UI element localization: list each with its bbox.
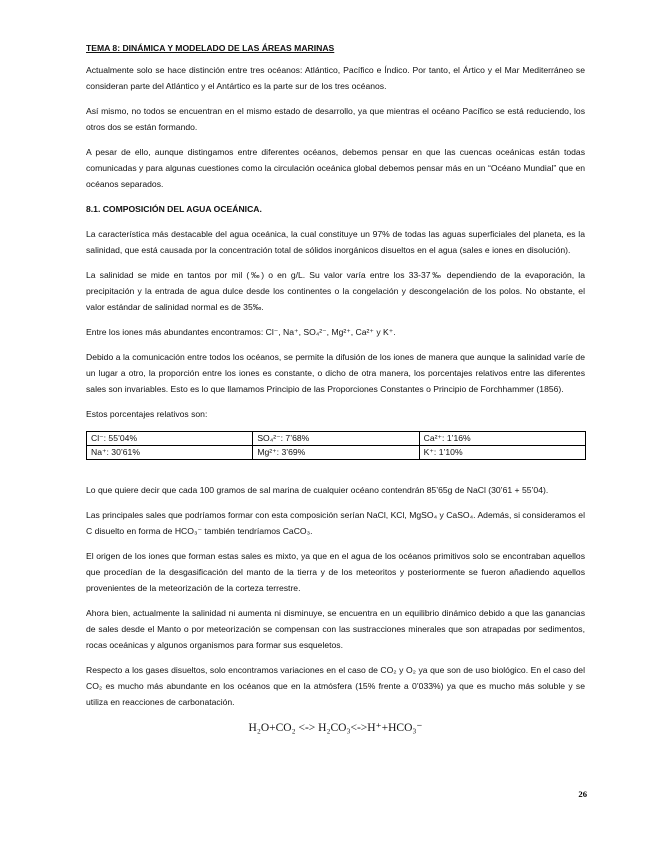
table-intro: Estos porcentajes relativos son: [86, 409, 208, 419]
table-cell: Ca²⁺: 1’16% [419, 432, 585, 446]
intro-paragraph-3: A pesar de ello, aunque distingamos entre diferentes océanos, debemos pensar en que las cuencas oceánicas están todas comunicadas y para algunas cuestiones como la circulación oceánica global debemos pensar más en un “Océano Mundial” que en océanos separados. [86, 147, 585, 189]
intro-paragraph-2: Así mismo, no todos se encuentran en el mismo estado de desarrollo, ya que mientras el océano Pacífico se está reduciendo, los otros dos se están formando. [86, 106, 585, 132]
salinity-measure-paragraph: La salinidad se mide en tantos por mil (‰) o en g/L. Su valor varía entre los 33-37‰ dependiendo de la evaporación, la precipitación y la entrada de agua dulce desde los continentes o la congelación y descongelación de los polos. No obstante, el valor estándar de salinidad normal es de 35‰. [86, 270, 585, 312]
salinity-paragraph: La característica más destacable del agua oceánica, la cual constituye un 97% de todas las aguas superficiales del planeta, es la salinidad, que está causada por la concentración total de sólidos inorgánicos disueltos en el agua (sales e iones en disolución). [86, 229, 585, 255]
forchhammer-paragraph: Debido a la comunicación entre todos los océanos, se permite la difusión de los iones de manera que aunque la salinidad varíe de un lugar a otro, la proporción entre los iones es constante, o dicho de otra manera, los porcentajes relativos entre las diferentes sales son invariables. Esto es lo que llamamos Principio de las Proporciones Constantes o Principio de Forchhammer (1856). [86, 352, 585, 394]
page-number: 26 [578, 789, 587, 799]
ion-percentage-table [86, 431, 586, 460]
page-title: TEMA 8: DINÁMICA Y MODELADO DE LAS ÁREAS MARINAS [86, 43, 335, 53]
carbonation-formula: H₂O+CO₂ <-> H₂CO₃<->H⁺+HCO₃⁻ [248, 722, 423, 734]
table-cell: Na⁺: 30’61% [87, 446, 253, 460]
table-cell: K⁺: 1’10% [419, 446, 585, 460]
gases-paragraph: Respecto a los gases disueltos, solo encontramos variaciones en el caso de CO₂ y O₂ ya que son de uso biológico. En el caso del CO₂ es mucho más abundante en los océanos que en la atmósfera (15% frente a 0’033%) ya que es mucho más soluble y se utiliza en reacciones de carbonatación. [86, 665, 585, 707]
table-cell: Cl⁻: 55’04% [87, 432, 253, 446]
table-row [87, 446, 586, 460]
table-row [87, 432, 586, 446]
ions-sentence: Entre los iones más abundantes encontramos: Cl⁻, Na⁺, SO₄²⁻, Mg²⁺, Ca²⁺ y K⁺. [86, 327, 396, 337]
section-heading: 8.1. COMPOSICIÓN DEL AGUA OCEÁNICA. [86, 204, 262, 214]
table-cell: SO₄²⁻: 7’68% [253, 432, 419, 446]
equilibrium-paragraph: Ahora bien, actualmente la salinidad ni aumenta ni disminuye, se encuentra en un equilibrio dinámico debido a que las ganancias de sales desde el Manto o por meteorización se compensan con las sustracciones minerales que son atrapadas por sedimentos, rocas oceánicas y algunos organismos para formar sus esqueletos. [86, 608, 585, 650]
nacl-paragraph: Lo que quiere decir que cada 100 gramos de sal marina de cualquier océano contendrán 85’65g de NaCl (30’61 + 55’04). [86, 485, 549, 495]
intro-paragraph-1: Actualmente solo se hace distinción entre tres océanos: Atlántico, Pacífico e Índico. Por tanto, el Ártico y el Mar Mediterráneo se consideran parte del Atlántico y el Antártico es la parte sur de los tres océanos. [86, 65, 585, 91]
table-cell: Mg²⁺: 3’69% [253, 446, 419, 460]
salts-paragraph: Las principales sales que podríamos formar con esta composición serían NaCl, KCl, MgSO₄ y CaSO₄. Además, si consideramos el C disuelto en forma de HCO₃⁻ también tendríamos CaCO₃. [86, 510, 585, 536]
ion-origin-paragraph: El origen de los iones que forman estas sales es mixto, ya que en el agua de los océanos primitivos solo se encontraban aquellos que procedían de la desgasificación del manto de la tierra y de los meteoritos y posteriormente se fueron añadiendo aquellos provenientes de la meteorización de la corteza terrestre. [86, 551, 585, 593]
